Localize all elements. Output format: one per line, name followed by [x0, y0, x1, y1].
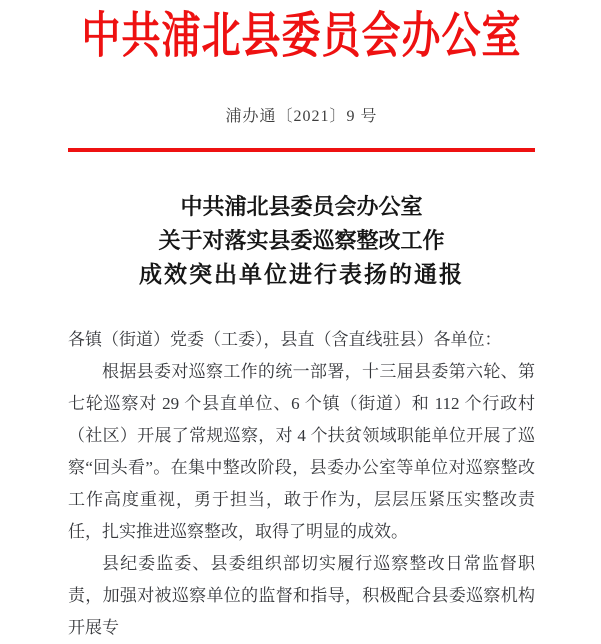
letterhead — [68, 9, 535, 152]
title-line-3: 成效突出单位进行表扬的通报 — [139, 262, 464, 287]
red-divider-line — [68, 148, 535, 152]
document-title — [68, 190, 535, 292]
body-paragraph-1: 根据县委对巡察工作的统一部署，十三届县委第六轮、第七轮巡察对 29 个县直单位、6 个镇（街道）和 112 个行政村（社区）开展了常规巡察，对 4 个扶贫领域职能单位开展了巡察“回头看”。在集中整改阶段，县委办公室等单位对巡察整改工作高度重视，勇于担当，敢于作为，层层压紧压实整改责任，扎实推进巡察整改，取得了明显的成效。 — [68, 362, 535, 541]
document-number: 浦办通〔2021〕9 号 — [225, 108, 378, 125]
title-line-1: 中共浦北县委员会办公室 — [180, 194, 423, 219]
issuer-title: 中共浦北县委员会办公室 — [81, 9, 522, 64]
document-body — [68, 324, 535, 644]
salutation: 各镇（街道）党委（工委），县直（含直线驻县）各单位： — [68, 330, 502, 349]
title-line-2: 关于对落实县委巡察整改工作 — [158, 228, 445, 253]
document-page — [0, 9, 601, 637]
body-paragraph-2: 县纪委监委、县委组织部切实履行巡察整改日常监督职责，加强对被巡察单位的监督和指导，积极配合县委巡察机构开展专 — [68, 554, 535, 637]
